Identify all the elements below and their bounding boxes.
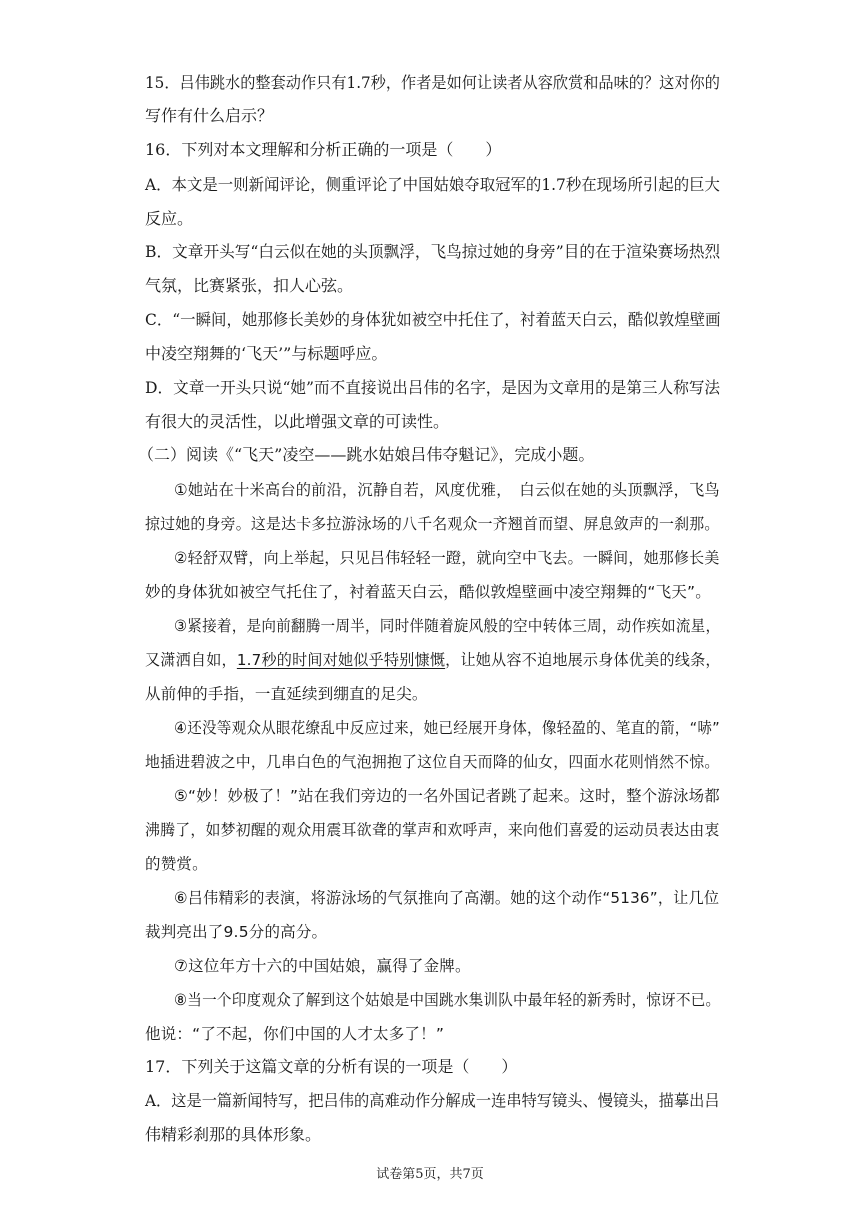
q16-option-d-line-1: D．文章一开头只说“她”而不直接说出吕伟的名字，是因为文章用的是第三人称写法 <box>145 378 721 397</box>
passage-p6-line-1: ⑥吕伟精彩的表演，将游泳场的气氛推向了高潮。她的这个动作“5136”，让几位 <box>174 889 720 907</box>
q15-line-1: 15．吕伟跳水的整套动作只有1.7秒，作者是如何让读者从容欣赏和品味的？这对你的 <box>145 73 720 92</box>
passage-p5-line-3: 的赞赏。 <box>145 855 208 873</box>
section-2-heading: （二）阅读《“飞天”凌空——跳水姑娘吕伟夺魁记》，完成小题。 <box>138 445 595 464</box>
passage-p4-line-1: ④还没等观众从眼花缭乱中反应过来，她已经展开身体，像轻盈的、笔直的箭，“哧” <box>174 719 720 737</box>
q16-option-c-line-1: C．“一瞬间，她那修长美妙的身体犹如被空中托住了，衬着蓝天白云，酷似敦煌壁画 <box>145 310 721 329</box>
passage-p8-line-2: 他说：“了不起，你们中国的人才太多了！” <box>145 1025 445 1043</box>
passage-p5-line-2: 沸腾了，如梦初醒的观众用震耳欲聋的掌声和欢呼声，来向他们喜爱的运动员表达由衷 <box>145 821 720 839</box>
passage-p2-line-2: 妙的身体犹如被空气托住了，衬着蓝天白云，酷似敦煌壁画中凌空翔舞的“飞天”。 <box>145 583 711 601</box>
q16-option-b-line-1: B．文章开头写“白云似在她的头顶飘浮，飞鸟掠过她的身旁”目的在于渲染赛场热烈 <box>145 242 721 261</box>
q17-stem: 17．下列关于这篇文章的分析有误的一项是（ ） <box>145 1057 518 1076</box>
q16-option-a-line-2: 反应。 <box>145 209 194 228</box>
passage-p3-line-2-start: 又潇洒自如， <box>145 651 237 669</box>
q16-option-a-line-1: A．本文是一则新闻评论，侧重评论了中国姑娘夺取冠军的1.7秒在现场所引起的巨大 <box>145 175 720 194</box>
passage-p3-line-2 <box>145 650 721 670</box>
passage-p4-line-2: 地插进碧波之中，几串白色的气泡拥抱了这位自天而降的仙女，四面水花则悄然不惊。 <box>145 753 720 771</box>
passage-p3-line-3: 从前伸的手指，一直延续到绷直的足尖。 <box>145 685 428 703</box>
q16-option-b-line-2: 气氛，比赛紧张，扣人心弦。 <box>145 276 354 295</box>
q16-option-d-line-2: 有很大的灵活性，以此增强文章的可读性。 <box>145 412 450 431</box>
passage-p3-line-2-end: ，让她从容不迫地展示身体优美的线条， <box>445 651 721 669</box>
page-footer: 试卷第5页，共7页 <box>376 1167 484 1182</box>
passage-p6-line-2: 裁判亮出了9.5分的高分。 <box>145 923 328 941</box>
passage-p3-line-1: ③紧接着，是向前翻腾一周半，同时伴随着旋风般的空中转体三周，动作疾如流星， <box>174 617 721 635</box>
passage-p7-line-1: ⑦这位年方十六的中国姑娘，赢得了金牌。 <box>174 957 471 975</box>
passage-p5-line-1: ⑤“妙！妙极了！”站在我们旁边的一名外国记者跳了起来。这时，整个游泳场都 <box>174 787 720 805</box>
passage-p1-line-1: ①她站在十米高台的前沿，沉静自若，风度优雅， 白云似在她的头顶飘浮，飞鸟 <box>174 481 720 499</box>
passage-p1-line-2: 掠过她的身旁。这是达卡多拉游泳场的八千名观众一齐翘首而望、屏息敛声的一刹那。 <box>145 515 720 533</box>
q16-option-c-line-2: 中凌空翔舞的‘飞天’”与标题呼应。 <box>145 344 388 363</box>
q17-option-a-line-2: 伟精彩刹那的具体形象。 <box>145 1125 322 1144</box>
underlined-sentence: 1.7秒的时间对她似乎特别慷慨 <box>236 651 446 669</box>
passage-p2-line-1: ②轻舒双臂，向上举起，只见吕伟轻轻一蹬，就向空中飞去。一瞬间，她那修长美 <box>174 549 720 567</box>
q15-line-2: 写作有什么启示？ <box>145 106 274 125</box>
q17-option-a-line-1: A．这是一篇新闻特写，把吕伟的高难动作分解成一连串特写镜头、慢镜头，描摹出吕 <box>145 1091 720 1110</box>
q16-stem: 16．下列对本文理解和分析正确的一项是（ ） <box>145 140 502 159</box>
passage-p8-line-1: ⑧当一个印度观众了解到这个姑娘是中国跳水集训队中最年轻的新秀时，惊讶不已。 <box>174 991 721 1009</box>
